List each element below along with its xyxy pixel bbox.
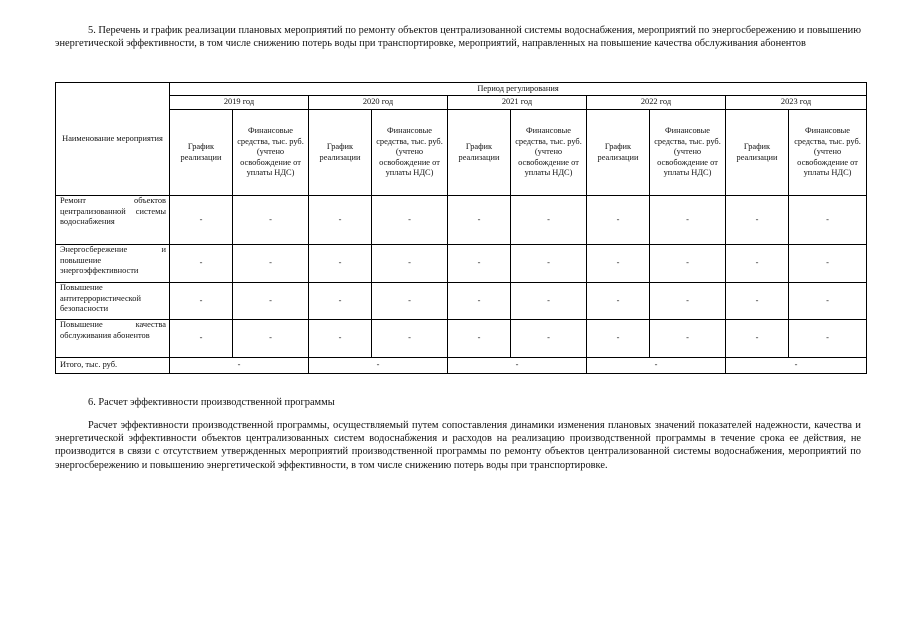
table-row	[56, 283, 867, 320]
table-cell: -	[587, 320, 650, 358]
total-cell: -	[309, 358, 448, 374]
subheader-schedule: График реализации	[448, 110, 511, 196]
table-cell: -	[789, 283, 867, 320]
subheader-finance: Финансовые средства, тыс. руб. (учтено освобождение от уплаты НДС)	[233, 110, 309, 196]
table-cell: -	[170, 283, 233, 320]
table-cell: -	[726, 245, 789, 283]
row-name-cell: Повышение качества обслуживания абонентов	[56, 320, 170, 358]
table-cell: -	[372, 320, 448, 358]
plan-table-body	[56, 83, 867, 374]
column-header-name: Наименование мероприятия	[56, 83, 170, 196]
table-cell: -	[170, 245, 233, 283]
total-label-cell: Итого, тыс. руб.	[56, 358, 170, 374]
table-cell: -	[309, 196, 372, 245]
table-cell: -	[233, 283, 309, 320]
table-cell: -	[789, 196, 867, 245]
table-row	[56, 196, 867, 245]
table-total-row	[56, 358, 867, 374]
table-cell: -	[789, 320, 867, 358]
total-cell: -	[448, 358, 587, 374]
table-cell: -	[372, 283, 448, 320]
year-header: 2020 год	[309, 96, 448, 110]
subheader-schedule: График реализации	[309, 110, 372, 196]
subheader-finance: Финансовые средства, тыс. руб. (учтено освобождение от уплаты НДС)	[372, 110, 448, 196]
table-cell: -	[309, 283, 372, 320]
table-cell: -	[511, 283, 587, 320]
table-cell: -	[448, 320, 511, 358]
table-cell: -	[448, 245, 511, 283]
year-header: 2022 год	[587, 96, 726, 110]
row-name-cell: Энергосбережение и повышение энергоэффективности	[56, 245, 170, 283]
plan-table	[55, 82, 867, 374]
table-cell: -	[650, 245, 726, 283]
total-cell: -	[170, 358, 309, 374]
table-header-years-row	[56, 96, 867, 110]
table-cell: -	[650, 283, 726, 320]
table-cell: -	[587, 283, 650, 320]
subheader-finance: Финансовые средства, тыс. руб. (учтено освобождение от уплаты НДС)	[789, 110, 867, 196]
year-header: 2021 год	[448, 96, 587, 110]
total-cell: -	[726, 358, 867, 374]
table-row	[56, 245, 867, 283]
table-cell: -	[233, 196, 309, 245]
subheader-schedule: График реализации	[170, 110, 233, 196]
subheader-finance: Финансовые средства, тыс. руб. (учтено освобождение от уплаты НДС)	[650, 110, 726, 196]
table-cell: -	[448, 283, 511, 320]
table-cell: -	[448, 196, 511, 245]
table-header-subcolumns-row	[56, 110, 867, 196]
table-cell: -	[309, 245, 372, 283]
table-cell: -	[587, 245, 650, 283]
year-header: 2023 год	[726, 96, 867, 110]
subheader-schedule: График реализации	[726, 110, 789, 196]
table-cell: -	[511, 245, 587, 283]
subheader-finance: Финансовые средства, тыс. руб. (учтено освобождение от уплаты НДС)	[511, 110, 587, 196]
table-cell: -	[511, 196, 587, 245]
table-cell: -	[587, 196, 650, 245]
column-header-period: Период регулирования	[170, 83, 867, 96]
table-cell: -	[170, 196, 233, 245]
subheader-schedule: График реализации	[587, 110, 650, 196]
table-cell: -	[233, 320, 309, 358]
section-5-paragraph: 5. Перечень и график реализации плановых мероприятий по ремонту объектов централизованной системы водоснабжения, мероприятий по энергосбережению и повышению энергетической эффективности, в том числе снижению потерь воды при транспортировке, мероприятий, направленных на повышение качества обслуживания абонентов	[55, 25, 861, 50]
table-cell: -	[726, 196, 789, 245]
table-cell: -	[726, 283, 789, 320]
total-cell: -	[587, 358, 726, 374]
table-cell: -	[511, 320, 587, 358]
table-row	[56, 320, 867, 358]
table-cell: -	[650, 320, 726, 358]
table-header-period-row	[56, 83, 867, 96]
table-cell: -	[789, 245, 867, 283]
table-cell: -	[650, 196, 726, 245]
section-6-heading: 6. Расчет эффективности производственной программы	[88, 397, 335, 408]
table-cell: -	[372, 196, 448, 245]
row-name-cell: Ремонт объектов централизованной системы водоснабжения	[56, 196, 170, 245]
row-name-cell: Повышение антитеррористической безопасности	[56, 283, 170, 320]
year-header: 2019 год	[170, 96, 309, 110]
table-cell: -	[726, 320, 789, 358]
table-cell: -	[233, 245, 309, 283]
table-cell: -	[309, 320, 372, 358]
section-6-paragraph: Расчет эффективности производственной программы, осуществляемый путем сопоставления динамики изменения плановых значений показателей надежности, качества и энергетической эффективности объектов централизованных систем водоснабжения и расходов на реализацию производственной программы в течение срока ее действия, не производится в связи с отсутствием утвержденных мероприятий производственной программы по ремонту объектов централизованной системы водоснабжения, мероприятий по энергосбережению и повышению энергетической эффективности, в том числе снижению потерь воды при транспортировке.	[55, 420, 861, 471]
table-cell: -	[170, 320, 233, 358]
table-cell: -	[372, 245, 448, 283]
